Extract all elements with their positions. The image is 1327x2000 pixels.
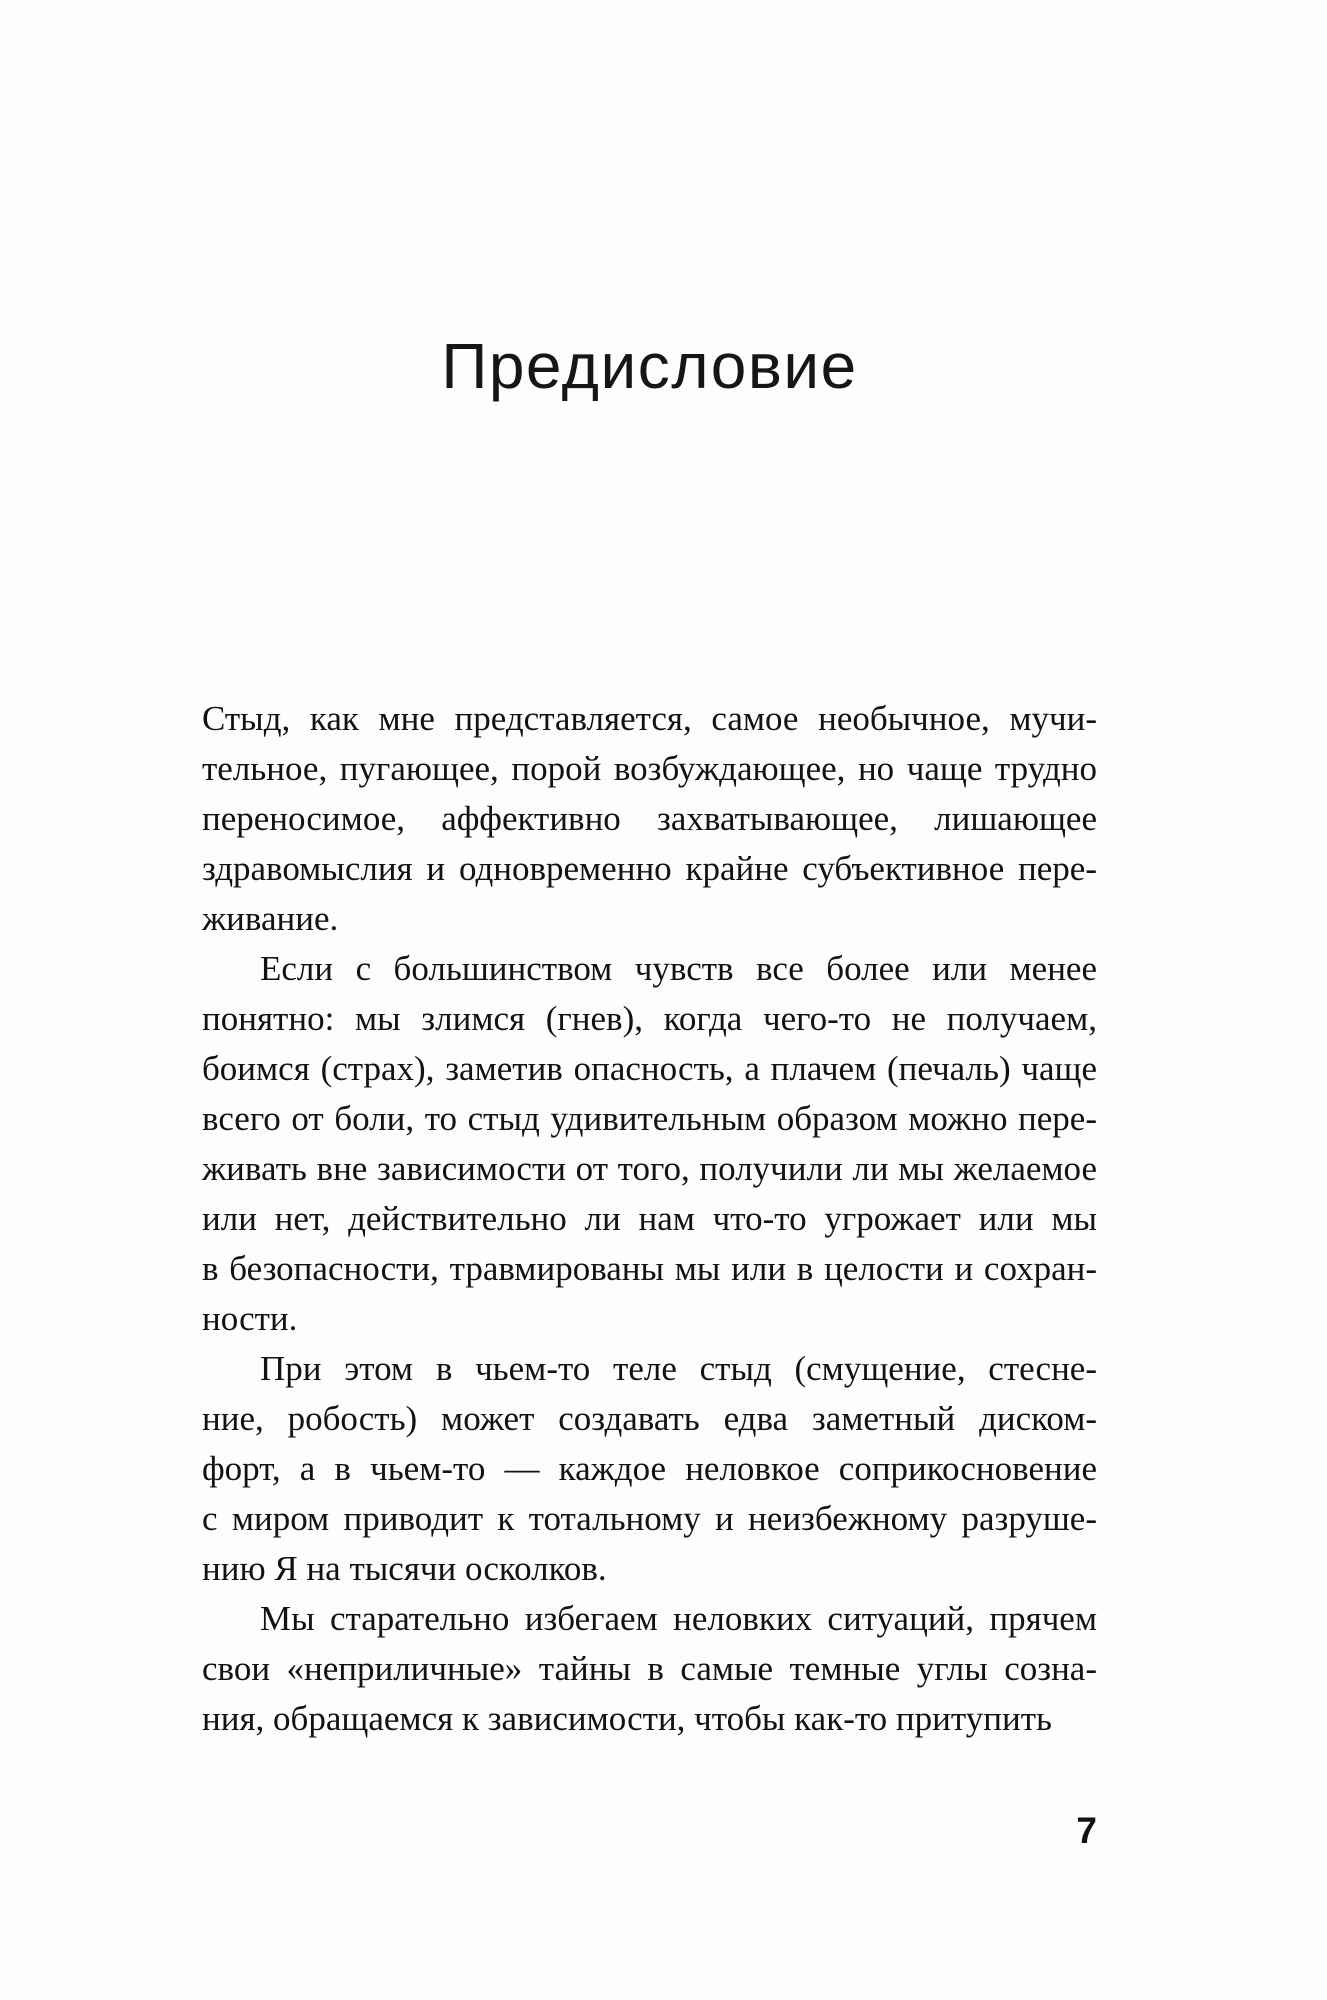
text-line: живать вне зависимости от того, получили ли мы желаемое xyxy=(202,1149,1097,1188)
text-line: живание. xyxy=(202,899,339,938)
text-line: боимся (страх), заметив опасность, а плачем (печаль) чаще xyxy=(202,1049,1097,1088)
text-line: При этом в чьем-то теле стыд (смущение, стесне- xyxy=(260,1349,1097,1388)
text-line: в безопасности, травмированы мы или в целости и сохран- xyxy=(202,1249,1097,1288)
text-line: Стыд, как мне представляется, самое необычное, мучи- xyxy=(202,699,1097,738)
body-text xyxy=(202,694,1097,1744)
text-line: тельное, пугающее, порой возбуждающее, но чаще трудно xyxy=(202,749,1097,788)
text-line: с миром приводит к тотальному и неизбежному разруше- xyxy=(202,1499,1097,1538)
text-line: свои «неприличные» тайны в самые темные углы созна- xyxy=(202,1649,1097,1688)
page-number: 7 xyxy=(1076,1810,1097,1851)
text-line: или нет, действительно ли нам что-то угрожает или мы xyxy=(202,1199,1097,1238)
text-line: ности. xyxy=(202,1299,298,1338)
text-line: понятно: мы злимся (гнев), когда чего-то не получаем, xyxy=(202,999,1097,1038)
text-line: нию Я на тысячи осколков. xyxy=(202,1549,607,1588)
text-line: всего от боли, то стыд удивительным образом можно пере- xyxy=(202,1099,1097,1138)
chapter-title: Предисловие xyxy=(441,330,858,402)
text-line: ние, робость) может создавать едва заметный диском- xyxy=(202,1399,1097,1438)
text-line: форт, а в чьем-то — каждое неловкое соприкосновение xyxy=(202,1449,1097,1488)
text-line: Мы старательно избегаем неловких ситуаций, прячем xyxy=(260,1599,1097,1638)
text-line: переносимое, аффективно захватывающее, лишающее xyxy=(202,799,1097,838)
text-line: здравомыслия и одновременно крайне субъективное пере- xyxy=(202,849,1097,888)
text-line: ния, обращаемся к зависимости, чтобы как-то притупить xyxy=(202,1699,1052,1738)
text-line: Если с большинством чувств все более или менее xyxy=(260,949,1097,988)
